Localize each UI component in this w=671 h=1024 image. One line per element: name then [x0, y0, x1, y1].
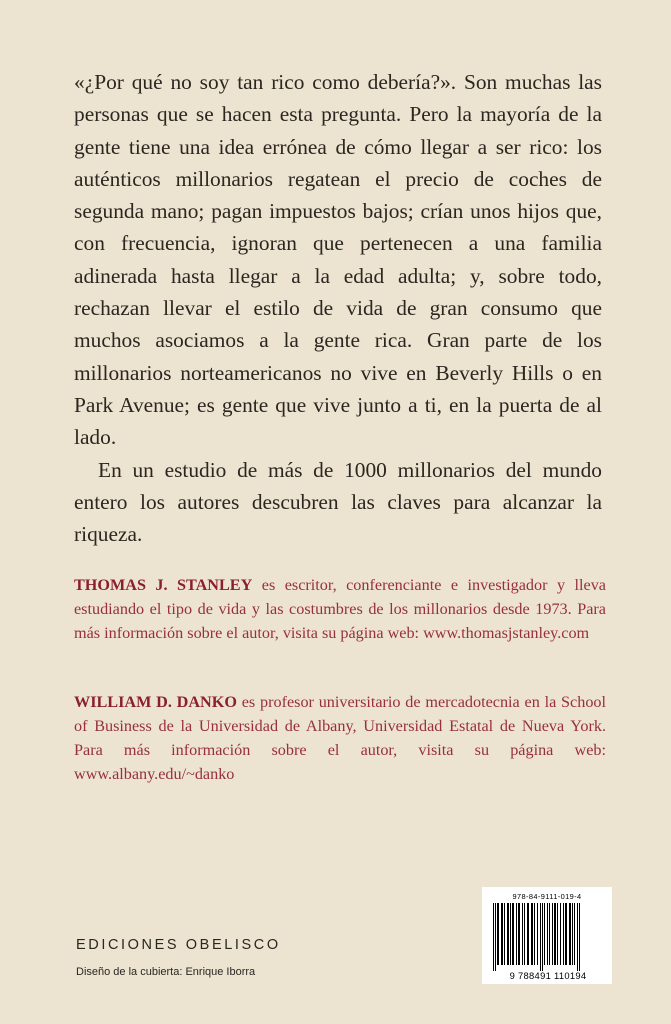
barcode-bar — [542, 903, 543, 971]
barcode-bars — [491, 903, 605, 971]
barcode-bar — [574, 903, 575, 965]
barcode-bar — [554, 903, 556, 965]
barcode-bar — [510, 903, 511, 965]
blurb-paragraph: «¿Por qué no soy tan rico como debería?». Son muchas las personas que se hacen esta pregunta. Pero la mayoría de la gente tiene una idea errónea de cómo llegar a ser rico: los auténticos millonarios regatean el precio de coches de segunda mano; pagan impuestos bajos; crían unos hijos que, con frecuencia, ignoran que pertenecen a una familia adinerada hasta llegar a la edad adulta; y, sobre todo, rechazan llevar el estilo de vida de gran consumo que muchos asociamos a la gente rica. Gran parte de los millonarios norteamericanos no vive en Beverly Hills o en Park Avenue; es gente que vive junto a ti, en la puerta de al lado. — [74, 70, 602, 450]
barcode-bar — [522, 903, 523, 965]
barcode-bar — [493, 903, 494, 971]
publisher-name: EDICIONES OBELISCO — [76, 937, 281, 953]
barcode-bar — [518, 903, 520, 965]
barcode-bar — [560, 903, 561, 965]
barcode-bar — [552, 903, 553, 965]
barcode-bar — [501, 903, 503, 965]
author-name: WILLIAM D. DANKO — [74, 693, 237, 711]
barcode-bar — [540, 903, 541, 971]
isbn-barcode — [482, 887, 612, 984]
barcode-bar — [577, 903, 578, 971]
barcode-bar — [497, 903, 499, 965]
barcode-bar — [579, 903, 580, 971]
barcode-bar — [531, 903, 533, 965]
author-bio-stanley — [74, 573, 606, 645]
barcode-bar — [565, 903, 567, 965]
barcode-bar — [534, 903, 535, 965]
barcode-bar — [563, 903, 564, 965]
barcode-bar — [495, 903, 496, 971]
barcode-bar — [537, 903, 538, 965]
barcode-bar — [504, 903, 505, 965]
barcode-bar — [507, 903, 509, 965]
cover-design-credit: Diseño de la cubierta: Enrique Iborra — [76, 966, 256, 978]
author-bio-text: es profesor universitario de mercadotecnia en la School of Business de la Universidad de Albany, Universidad Estatal de Nueva York. Para más información sobre el autor, visita su página web: www.albany.edu/~danko — [74, 693, 607, 783]
barcode-bar — [557, 903, 558, 965]
barcode-bar — [516, 903, 517, 965]
barcode-bar — [544, 903, 545, 965]
back-cover-blurb — [74, 66, 602, 550]
author-bio-danko — [74, 690, 606, 786]
barcode-bar — [512, 903, 514, 965]
barcode-bar — [549, 903, 550, 965]
blurb-paragraph: En un estudio de más de 1000 millonarios del mundo entero los autores descubren las claves para alcanzar la riqueza. — [74, 457, 602, 547]
isbn-label: 978-84-9111-019-4 — [512, 892, 582, 901]
barcode-bar — [569, 903, 571, 965]
barcode-digits: 9 788491 110194 — [509, 970, 587, 981]
author-name: THOMAS J. STANLEY — [74, 576, 253, 594]
barcode-bar — [547, 903, 548, 965]
barcode-bar — [524, 903, 525, 965]
author-bio-text: es escritor, conferenciante e investigador y lleva estudiando el tipo de vida y las costumbres de los millonarios desde 1973. Para más información sobre el autor, visita su página web: www.thomasjstanley.com — [74, 576, 606, 642]
barcode-bar — [572, 903, 573, 965]
barcode-bar — [527, 903, 529, 965]
